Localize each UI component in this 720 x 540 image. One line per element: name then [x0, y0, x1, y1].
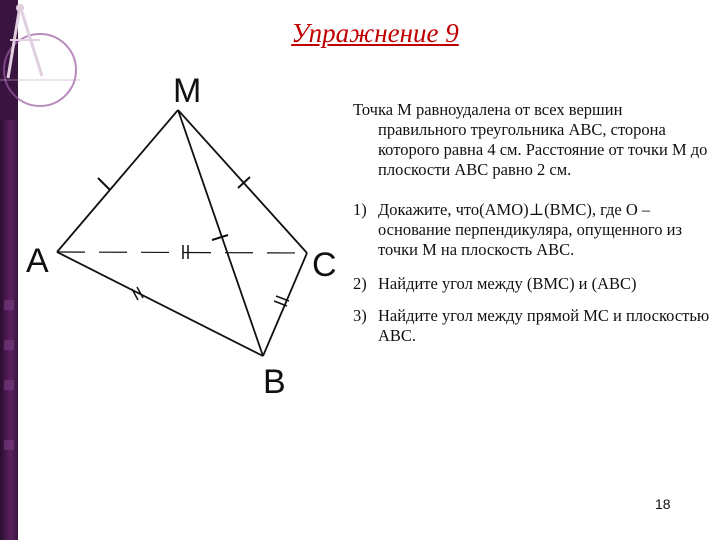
vertex-label-M: M: [173, 72, 202, 110]
list-item: [353, 200, 718, 260]
tick-MA: [98, 178, 110, 190]
vertex-label-C: C: [312, 246, 337, 284]
list-item: [353, 274, 718, 294]
edge-AC-hidden: [57, 252, 307, 253]
vertex-label-B: B: [263, 363, 286, 400]
intro-rest: правильного треугольника АВС, сторона которого равна 4 см. Расстояние от точки М до плоскости АВС равно 2 см.: [378, 120, 708, 179]
question-number: 1): [353, 200, 367, 219]
slide-title-text: Упражнение 9: [291, 18, 459, 48]
slide-title: [0, 18, 720, 49]
question-text: Найдите угол между прямой МС и плоскостью АВС.: [378, 306, 710, 345]
sidebar-decoration: [4, 340, 14, 350]
question-list: [353, 200, 718, 346]
problem-text: [353, 100, 718, 346]
vertex-label-A: A: [26, 242, 49, 280]
page-number: 18: [655, 496, 671, 512]
question-number: 2): [353, 274, 367, 293]
pyramid-figure: [20, 60, 350, 400]
sidebar-decoration: [4, 380, 14, 390]
tick-MB: [212, 235, 228, 240]
question-number: 3): [353, 306, 367, 325]
sidebar-decoration: [4, 440, 14, 450]
sidebar-decoration: [4, 300, 14, 310]
edge-MA: [57, 110, 178, 252]
intro-first-line: Точка М равноудалена от всех вершин: [353, 100, 623, 119]
question-text: Докажите, что(АМО)⊥(ВМС), где О – основание перпендикуляра, опущенного из точки М на плоскость АВС.: [378, 200, 682, 259]
list-item: [353, 306, 718, 346]
question-text: Найдите угол между (ВМС) и (АВС): [378, 274, 637, 293]
edge-MC: [178, 110, 307, 253]
problem-intro: [353, 100, 718, 180]
